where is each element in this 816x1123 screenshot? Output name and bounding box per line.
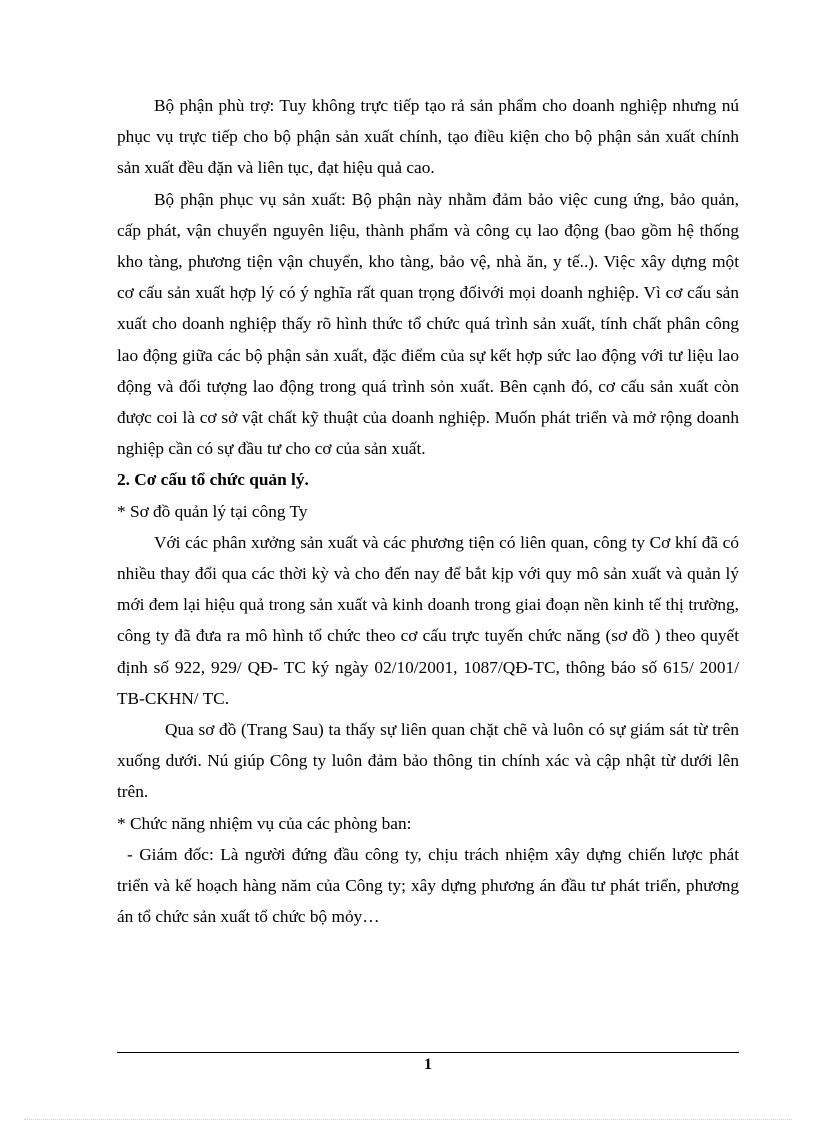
paragraph-production-service-department: Bộ phận phục vụ sản xuất: Bộ phận này nhằm đảm bảo việc cung ứng, bảo quản, cấp phát, vận chuyển nguyên liệu, thành phẩm và công cụ lao động (bao gồm hệ thống kho tàng, phương tiện vận chuyển, kho tàng, bảo vệ, nhà ăn, y tế..). Việc xây dựng một cơ cấu sản xuất hợp lý có ý nghĩa rất quan trọng đốivới mọi doanh nghiệp. Vì cơ cấu sản xuất cho doanh nghiệp thấy rõ hình thức tổ chức quá trình sản xuất, tính chất phân công lao động giữa các bộ phận sản xuất, đặc điểm của sự kết hợp sức lao động với tư liệu lao động và đối tượng lao động trong quá trình sỏn xuất. Bên cạnh đó, cơ cấu sản xuất còn được coi là cơ sở vật chất kỹ thuật của doanh nghiệp. Muốn phát triển và mở rộng doanh nghiệp cần có sự đầu tư cho cơ của sản xuất. xyxy=(117,189,739,459)
bullet-department-functions: * Chức năng nhiệm vụ của các phòng ban: xyxy=(117,813,412,833)
paragraph-director-role: - Giám đốc: Là người đứng đầu công ty, chịu trách nhiệm xây dựng chiến lược phát triển và kế hoạch hàng năm của Công ty; xây dựng phương án đầu tư phát triển, phương án tổ chức sản xuất tổ chức bộ mỏy… xyxy=(117,844,739,927)
paragraph-organization-model: Với các phân xưởng sản xuất và các phương tiện có liên quan, công ty Cơ khí đã có nhiều thay đổi qua các thời kỳ và cho đến nay để bắt kịp với quy mô sản xuất và quản lý mới đem lại hiệu quả trong sản xuất và kinh doanh trong giai đoạn nền kinh tế thị trường, công ty đã đưa ra mô hình tổ chức theo cơ cấu trực tuyến chức năng (sơ đồ ) theo quyết định số 922, 929/ QĐ- TC ký ngày 02/10/2001, 1087/QĐ-TC, thông báo số 615/ 2001/ TB-CKHN/ TC. xyxy=(117,532,739,708)
bullet-management-diagram: * Sơ đồ quản lý tại công Ty xyxy=(117,501,308,521)
footer-divider xyxy=(117,1052,739,1053)
page-bottom-border xyxy=(24,1119,792,1120)
document-body xyxy=(117,90,739,932)
section-heading: 2. Cơ cấu tổ chức quản lý. xyxy=(117,470,309,490)
paragraph-support-department: Bộ phận phù trợ: Tuy không trực tiếp tạo rả sản phẩm cho doanh nghiệp nhưng nú phục vụ trực tiếp cho bộ phận sản xuất chính, tạo điều kiện cho bộ phận sản xuất chính sản xuất đều đặn và liên tục, đạt hiệu quả cao. xyxy=(117,96,739,178)
page-number: 1 xyxy=(424,1056,432,1073)
paragraph-diagram-explanation: Qua sơ đồ (Trang Sau) ta thấy sự liên quan chặt chẽ và luôn có sự giám sát từ trên xuống dưới. Nú giúp Công ty luôn đảm bảo thông tin chính xác và cập nhật từ dưới lên trên. xyxy=(117,720,739,802)
